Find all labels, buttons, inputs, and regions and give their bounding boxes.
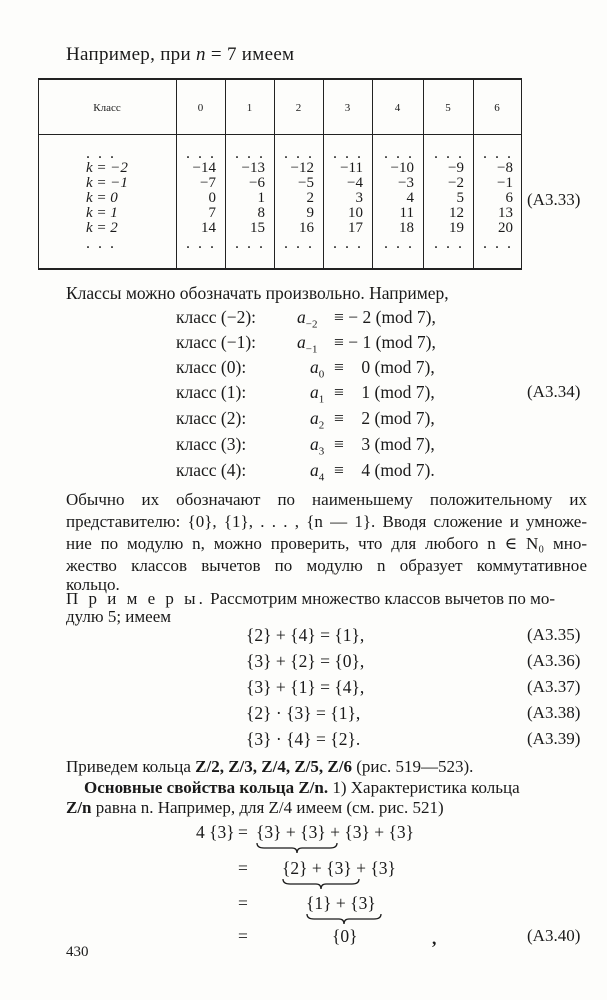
example-expr: {3} · {4} = {2}. [246,729,361,749]
table-dots: . . . [186,235,216,252]
table-cell: 17 [348,220,363,236]
table-dots: . . . [284,235,314,252]
table-column-4 [376,146,414,251]
derivation-op: = [238,926,248,946]
props-ring: Z/n [66,798,92,817]
class-label: класс (3): [176,434,247,454]
class-var: a [310,434,319,454]
class-sub: −2 [305,318,318,331]
table-cell: 10 [348,205,363,221]
table-cell: 20 [498,220,513,236]
table-header-4: 4 [394,102,401,114]
table-column-0 [180,146,216,251]
class-label: класс (4): [176,460,247,480]
table-bottom-rule [38,268,522,270]
table-column-6 [477,146,513,251]
table-header-rule [38,134,522,135]
class-var: a [310,460,319,480]
table-cell: −8 [497,160,513,176]
eq-number-a3-34: (А3.34) [527,382,581,401]
table-cell: 6 [505,190,513,206]
table-cell: −4 [347,175,363,191]
table-cell: 0 [208,190,216,206]
k-label: k = 2 [86,220,118,236]
class-var: a [310,357,319,377]
example-number: (А3.35) [527,625,581,644]
class-label: класс (−2): [176,307,257,327]
class-label: класс (0): [176,357,247,377]
table-cell: 1 [257,190,265,206]
props-line-1 [84,778,520,798]
table-cell: −1 [497,175,513,191]
table-cell: 12 [449,205,464,221]
derivation-op: = [238,822,248,842]
class-var: a [297,332,306,352]
table-dots: . . . [333,235,363,252]
example-expr: {3} + {2} = {0}, [246,651,365,671]
example-number: (А3.39) [527,729,581,748]
paragraph-line: представителю: {0}, {1}, . . . , {n — 1}. Вводя сложение и умноже- [66,512,587,531]
k-label: k = −2 [86,160,128,176]
table-cell: −7 [200,175,216,191]
class-sub: 0 [318,368,325,381]
table-cell: −10 [390,160,414,176]
example-number: (А3.37) [527,677,581,696]
class-label: класс (1): [176,382,247,402]
table-header-3: 3 [344,102,351,114]
table-column-3 [327,146,363,251]
table-cell: 2 [306,190,314,206]
table-dots: . . . [483,235,513,252]
table-dots: . . . [186,145,216,162]
derivation-comma: , [432,928,437,948]
derivation-op: = [238,858,248,878]
rings-post: (рис. 519—523). [356,757,474,776]
table-dots: . . . [384,235,414,252]
table-right-border [521,78,522,269]
table-header-0: 0 [197,102,204,114]
table-column-5 [427,146,464,251]
table-cell: −11 [340,160,363,176]
k-label: k = −1 [86,175,128,191]
examples-text-2: дулю 5; имеем [66,607,172,626]
derivation-op: = [238,893,248,913]
table-cell: 19 [449,220,464,236]
table-header-1: 1 [246,102,253,114]
table-cell: −13 [241,160,265,176]
class-var: a [297,307,306,327]
class-label: класс (−1): [176,332,257,352]
props-text-2: равна n. Например, для Z/4 имеем (см. рис. 521) [95,798,444,817]
class-var: a [310,408,319,428]
table-dots: . . . [284,145,314,162]
class-sub: 4 [318,471,325,484]
table-cell: −14 [192,160,216,176]
derivation-rhs: {3} + {3} + {3} + {3} [256,822,415,842]
table-cell: −5 [298,175,314,191]
table-cell: 4 [406,190,414,206]
class-var: a [310,382,319,402]
table-column-1 [229,146,265,251]
table-cell: 15 [250,220,265,236]
derivation-rhs: {0} [332,926,358,946]
table-header-class: Класс [93,102,121,114]
table-header-6: 6 [494,102,500,114]
table-cell: 14 [201,220,216,236]
examples-text: Рассмотрим множество классов вычетов по мо- [210,589,555,608]
class-rhs: ≡ − 2 (mod 7), [334,307,436,327]
table-dots: . . . [483,145,513,162]
table-cell: −9 [448,160,464,176]
table-cell: 7 [208,205,216,221]
examples-heading [66,589,587,609]
rings-line [66,757,473,777]
paragraph-line: жество классов вычетов по модулю n образует коммутативное [66,556,587,575]
props-text: 1) Характеристика кольца [332,778,520,797]
residue-table [38,78,522,269]
paragraph-line: ние по модулю n, можно проверить, что для любого n ∈ N₀ мно- [66,534,587,553]
derivation-lhs: 4 {3} [196,822,235,842]
example-expr: {2} · {3} = {1}, [246,703,361,723]
table-dots: . . . [333,145,363,162]
table-cell: 16 [299,220,314,236]
class-rhs: ≡ 2 (mod 7), [334,408,435,428]
table-dots: . . . [86,235,116,252]
k-label: k = 0 [86,190,118,206]
intro-line [66,44,294,66]
eq-number-a3-40: (А3.40) [527,926,581,945]
paragraph-line: кольцо. [66,575,120,594]
table-top-rule [38,78,522,80]
intro-rest: = 7 имеем [210,44,295,65]
intro-text: Например, при [66,44,191,65]
table-cell: 8 [257,205,265,221]
example-expr: {2} + {4} = {1}, [246,625,365,645]
table-header-5: 5 [445,102,451,114]
class-sub: 2 [318,419,325,432]
table-dots: . . . [86,145,116,162]
page-number: 430 [66,944,89,960]
example-number: (А3.36) [527,651,581,670]
eq-number-a3-33: (А3.33) [527,190,581,209]
table-cell: 13 [498,205,513,221]
class-rhs: ≡ 1 (mod 7), [334,382,435,402]
class-sub: 1 [318,393,325,406]
underbrace-icon [306,913,382,925]
rings-list: Z/2, Z/3, Z/4, Z/5, Z/6 [195,757,352,776]
table-dots: . . . [235,235,265,252]
table-cell: −3 [398,175,414,191]
rings-pre: Приведем кольца [66,757,191,776]
underbrace-icon [282,878,360,890]
classes-intro: Классы можно обозначать произвольно. Например, [66,283,449,303]
table-cell: 11 [399,205,414,221]
table-cell: −2 [448,175,464,191]
derivation-rhs: {1} + {3} [306,893,376,913]
example-number: (А3.38) [527,703,581,722]
derivation-rhs: {2} + {3} + {3} [282,858,396,878]
table-cell: 5 [456,190,464,206]
table-cell: 18 [399,220,414,236]
class-sub: −1 [305,343,318,356]
table-header-2: 2 [295,102,302,114]
examples-lead: П р и м е р ы. [66,589,206,608]
class-rhs: ≡ 4 (mod 7). [334,460,435,480]
props-title: Основные свойства кольца Z/n. [84,778,329,797]
class-rhs: ≡ 0 (mod 7), [334,357,435,377]
props-line-2 [66,798,444,818]
table-dots: . . . [434,235,464,252]
class-sub: 3 [318,445,325,458]
table-cell: −12 [290,160,314,176]
table-k-column [86,146,128,251]
underbrace-icon [256,842,338,854]
intro-var: n [196,44,206,65]
class-rhs: ≡ − 1 (mod 7), [334,332,436,352]
class-label: класс (2): [176,408,247,428]
k-label: k = 1 [86,205,118,221]
table-dots: . . . [384,145,414,162]
paragraph-line: Обычно их обозначают по наименьшему положительному их [66,490,587,509]
table-column-2 [278,146,314,251]
example-expr: {3} + {1} = {4}, [246,677,365,697]
class-rhs: ≡ 3 (mod 7), [334,434,435,454]
table-cell: 3 [355,190,363,206]
table-dots: . . . [235,145,265,162]
table-cell: −6 [249,175,265,191]
table-dots: . . . [434,145,464,162]
table-cell: 9 [306,205,314,221]
